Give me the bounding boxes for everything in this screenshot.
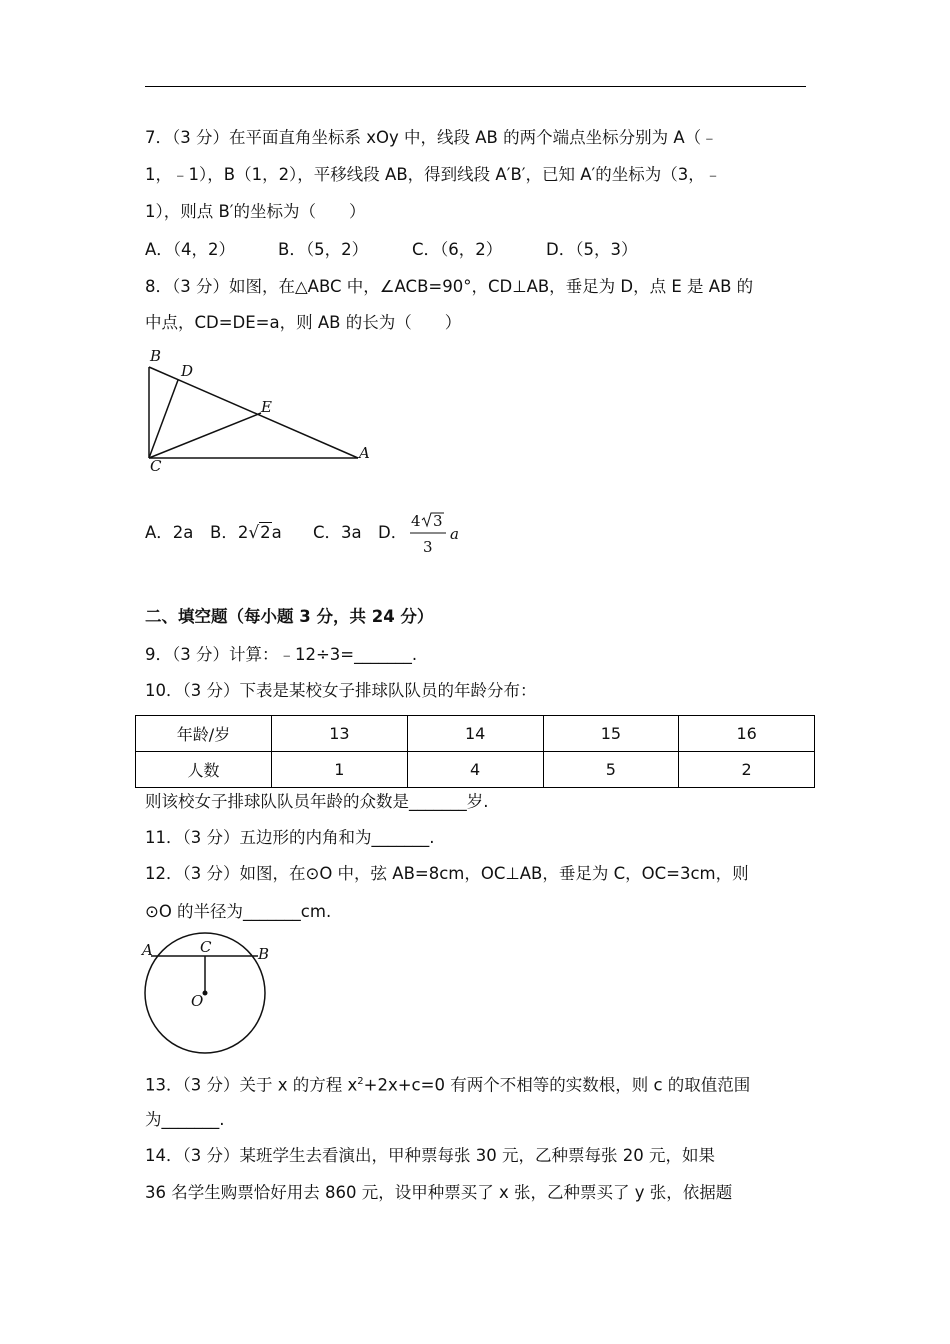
- fraction-denominator: 3: [423, 538, 433, 556]
- table-cell: 15: [543, 716, 679, 752]
- q8-line-1: 8．（3 分）如图，在△ABC 中，∠ACB=90°，CD⊥AB，垂足为 D，点 E 是 AB 的: [145, 277, 754, 296]
- q13-text-a: 13．（3 分）关于 x 的方程 x: [145, 1075, 358, 1095]
- segment-ab: [149, 367, 358, 458]
- fraction-coefficient: 4: [411, 512, 421, 530]
- q7-option-a: A．（4，2）: [145, 240, 236, 259]
- label-c: C: [150, 457, 162, 475]
- q13-exponent: 2: [357, 1076, 364, 1087]
- q13-line-2: 为_______.: [145, 1110, 225, 1129]
- label-d: D: [181, 362, 194, 380]
- q8-triangle-figure: [140, 345, 380, 475]
- q8-option-d-prefix: D．: [378, 523, 408, 542]
- table-cell: 13: [272, 716, 408, 752]
- table-cell: 5: [543, 752, 679, 788]
- q12-line-2: ⊙O 的半径为_______cm.: [145, 902, 332, 921]
- table-cell: 2: [679, 752, 815, 788]
- q14-line-2: 36 名学生购票恰好用去 860 元，设甲种票买了 x 张，乙种票买了 y 张，依据题: [145, 1183, 733, 1202]
- table-cell: 14: [407, 716, 543, 752]
- q8-option-d-fraction: [408, 511, 470, 557]
- table-header-age: 年龄/岁: [136, 716, 272, 752]
- age-distribution-table: [135, 715, 815, 788]
- q8-option-a: A．2a: [145, 523, 194, 542]
- label-b: B: [258, 945, 270, 963]
- fraction-variable: a: [450, 525, 459, 543]
- q12-circle-figure: [138, 932, 278, 1056]
- q13-line-1: [145, 1072, 750, 1096]
- q11-text: 11．（3 分）五边形的内角和为_______.: [145, 828, 435, 847]
- q12-line-1: 12．（3 分）如图，在⊙O 中，弦 AB=8cm，OC⊥AB，垂足为 C，OC=3cm，则: [145, 864, 749, 883]
- label-b: B: [150, 347, 162, 365]
- q7-line-2: 1，﹣1），B（1，2），平移线段 AB，得到线段 A′B′，已知 A′的坐标为（3，﹣: [145, 165, 722, 184]
- q8-option-b-prefix: B．2: [210, 523, 249, 542]
- table-cell: 4: [407, 752, 543, 788]
- q7-option-d: D．（5，3）: [546, 240, 638, 259]
- q8-option-b-radicand: 2: [260, 523, 271, 542]
- q7-line-1: 7．（3 分）在平面直角坐标系 xOy 中，线段 AB 的两个端点坐标分别为 A（﹣: [145, 128, 718, 147]
- label-a: A: [142, 941, 153, 959]
- table-header-count: 人数: [136, 752, 272, 788]
- table-cell: 1: [272, 752, 408, 788]
- header-rule: [145, 86, 806, 87]
- q7-option-b: B．（5，2）: [278, 240, 369, 259]
- label-a: A: [359, 444, 370, 462]
- table-row: [136, 716, 815, 752]
- q10-after: 则该校女子排球队队员年龄的众数是_______岁.: [145, 792, 489, 811]
- table-cell: 16: [679, 716, 815, 752]
- label-c: C: [200, 938, 212, 956]
- q7-option-c: C．（6，2）: [412, 240, 503, 259]
- segment-cd: [149, 380, 178, 458]
- section-2-heading: 二、填空题（每小题 3 分，共 24 分）: [145, 607, 434, 626]
- q7-line-3: 1），则点 B′的坐标为（ ）: [145, 202, 366, 221]
- segment-ce: [149, 413, 261, 458]
- table-row: [136, 752, 815, 788]
- q8-option-b-suffix: a: [271, 523, 282, 542]
- sqrt-sign: √2: [248, 523, 271, 543]
- label-e: E: [261, 398, 272, 416]
- q14-line-1: 14．（3 分）某班学生去看演出，甲种票每张 30 元，乙种票每张 20 元，如果: [145, 1146, 715, 1165]
- q8-option-c: C．3a: [313, 523, 362, 542]
- label-o: O: [191, 992, 204, 1010]
- q10-stem: 10．（3 分）下表是某校女子排球队队员的年龄分布：: [145, 681, 537, 700]
- q8-line-2: 中点，CD=DE=a，则 AB 的长为（ ）: [145, 313, 462, 332]
- q13-text-b: +2x+c=0 有两个不相等的实数根，则 c 的取值范围: [363, 1075, 751, 1095]
- fraction-radicand: 3: [433, 512, 443, 530]
- q9-text: 9．（3 分）计算：﹣12÷3=_______.: [145, 645, 418, 664]
- q8-option-b: [210, 523, 282, 543]
